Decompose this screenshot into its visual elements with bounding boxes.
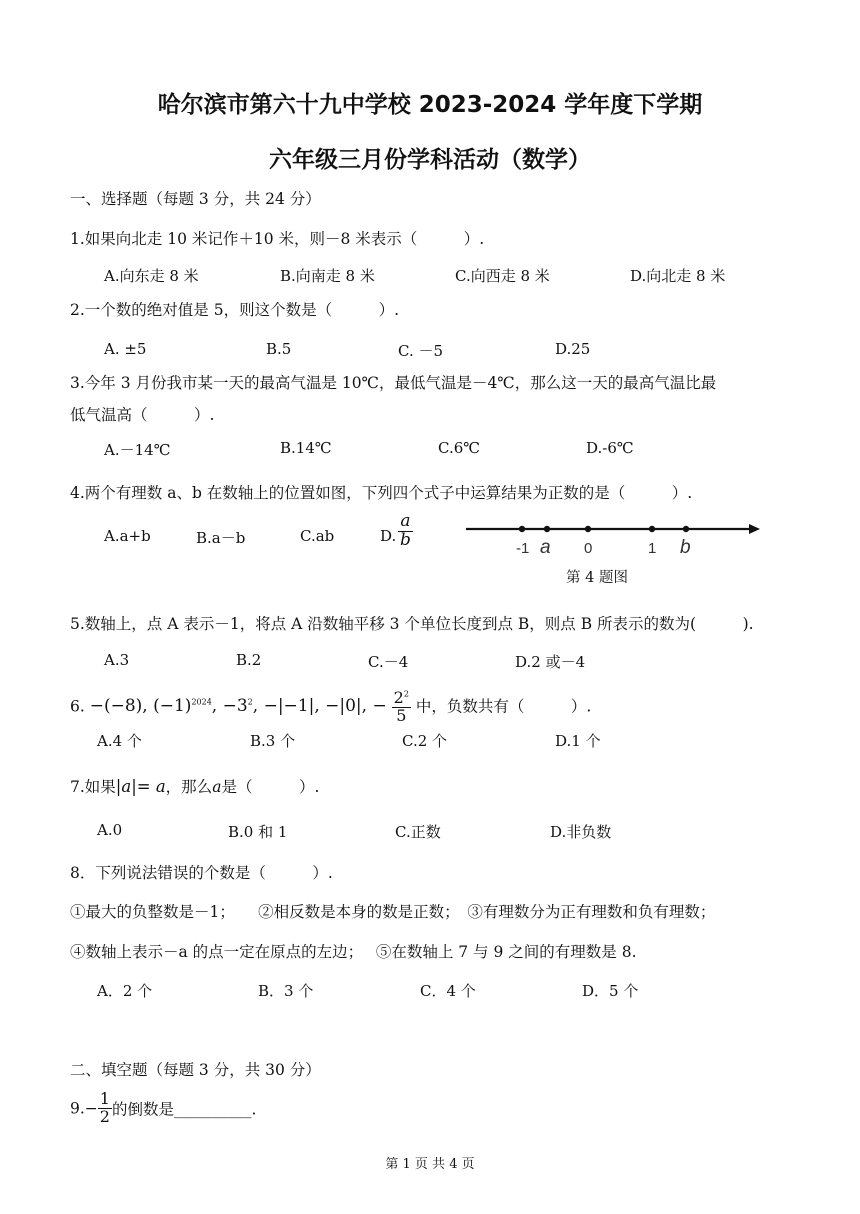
- question-6-option-b: B.3 个: [250, 732, 296, 750]
- question-6-stem: [70, 690, 591, 725]
- exponent-2024: 2024: [191, 697, 212, 707]
- question-1-option-a: A.向东走 8 米: [104, 267, 199, 285]
- question-8-option-c: C．4 个: [420, 982, 476, 1000]
- question-4-stem: 4.两个有理数 a、b 在数轴上的位置如图，下列四个式子中运算结果为正数的是（ ）.: [70, 484, 693, 502]
- question-6-number: 6.: [70, 697, 85, 716]
- question-3-stem-line2: 低气温高（ ）.: [70, 406, 215, 424]
- question-6-expression: [90, 696, 387, 716]
- number-line-point-b: [683, 526, 689, 532]
- page-footer: 第 1 页 共 4 页: [385, 1157, 475, 1172]
- question-7-post: 是（ ）.: [221, 778, 320, 796]
- question-2-option-b: B.5: [266, 340, 292, 358]
- question-3-option-b: B.14℃: [280, 439, 332, 457]
- question-5-option-c: C.－4: [368, 653, 409, 671]
- question-4-option-d: D.: [380, 527, 397, 545]
- question-2-option-a: A. ±5: [104, 340, 147, 358]
- expr-part-3: , −|−1|, −|0|, −: [252, 696, 387, 717]
- question-6-suffix: 中，负数共有（ ）.: [415, 697, 592, 716]
- number-line-label-neg1: -1: [516, 540, 530, 557]
- number-line-label-0: 0: [584, 540, 593, 557]
- fraction-denominator: b: [400, 529, 411, 550]
- question-4-option-a: A.a+b: [104, 527, 151, 545]
- figure-caption: 第 4 题图: [566, 570, 628, 586]
- number-line-point-0: [585, 526, 591, 532]
- question-7-stem: [70, 775, 319, 797]
- question-3-option-d: D.-6℃: [586, 439, 634, 457]
- question-8-option-b: B．3 个: [258, 982, 314, 1000]
- question-3-stem-line1: 3.今年 3 月份我市某一天的最高气温是 10℃，最低气温是－4℃，那么这一天的最高气温比最: [70, 374, 717, 392]
- question-3-option-a: A.－14℃: [104, 441, 171, 459]
- question-1-option-b: B.向南走 8 米: [280, 267, 375, 285]
- question-2-option-d: D.25: [555, 340, 591, 358]
- number-line-figure: [460, 514, 765, 558]
- question-7-mid: ，那么: [165, 778, 213, 796]
- number-line-label-a: a: [540, 537, 551, 558]
- question-7-math: |a|= a: [115, 777, 166, 796]
- number-line-point-neg1: [519, 526, 525, 532]
- question-7-option-a: A.0: [97, 821, 123, 839]
- fraction-denominator: 5: [396, 705, 407, 725]
- section-heading-choice: 一、选择题（每题 3 分，共 24 分）: [70, 190, 321, 208]
- expr-part-2: , −3: [211, 696, 248, 717]
- number-line-label-b: b: [680, 537, 691, 558]
- question-9-prefix: 9.−: [70, 1099, 98, 1118]
- question-9-stem: [70, 1091, 256, 1126]
- question-4-option-d-fraction: [398, 513, 413, 550]
- question-1-option-c: C.向西走 8 米: [455, 267, 550, 285]
- question-2-option-c: C. －5: [398, 342, 444, 360]
- number-line-label-1: 1: [648, 540, 657, 557]
- page-title: 哈尔滨市第六十九中学校 2023-2024 学年度下学期: [157, 92, 703, 118]
- question-7-var: a: [212, 778, 222, 796]
- question-7-option-b: B.0 和 1: [228, 823, 288, 841]
- page-subtitle: 六年级三月份学科活动（数学）: [269, 147, 591, 173]
- question-6-fraction: [392, 690, 411, 725]
- question-1-stem: 1.如果向北走 10 米记作＋10 米，则－8 米表示（ ）.: [70, 230, 485, 248]
- question-8-statements-line1: ①最大的负整数是－1； ②相反数是本身的数是正数； ③有理数分为正有理数和负有理数；: [70, 903, 716, 921]
- expr-part-1: −(−8), (−1): [89, 696, 192, 717]
- question-7-option-c: C.正数: [395, 823, 441, 841]
- question-4-option-c: C.ab: [300, 527, 335, 545]
- question-3-option-c: C.6℃: [438, 439, 481, 457]
- fraction-exponent: 2: [403, 689, 409, 699]
- question-5-stem: 5.数轴上，点 A 表示－1，将点 A 沿数轴平移 3 个单位长度到点 B，则点 B 所表示的数为( ).: [70, 615, 754, 633]
- exponent-2: 2: [247, 697, 253, 707]
- number-line-point-1: [649, 526, 655, 532]
- question-8-statements-line2: ④数轴上表示－a 的点一定在原点的左边； ⑤在数轴上 7 与 9 之间的有理数是 8.: [70, 943, 637, 961]
- question-5-option-a: A.3: [104, 651, 130, 669]
- question-9-suffix: 的倒数是__________.: [111, 1100, 257, 1119]
- question-6-option-c: C.2 个: [402, 732, 448, 750]
- question-4-option-b: B.a－b: [196, 529, 246, 547]
- question-5-option-d: D.2 或－4: [515, 653, 586, 671]
- question-9-fraction: [98, 1091, 112, 1126]
- section-heading-fill: 二、填空题（每题 3 分，共 30 分）: [70, 1061, 321, 1079]
- number-line-arrow: [749, 524, 760, 534]
- fraction-numerator: 1: [99, 1089, 110, 1108]
- question-2-stem: 2.一个数的绝对值是 5，则这个数是（ ）.: [70, 301, 400, 319]
- question-6-option-d: D.1 个: [555, 732, 601, 750]
- number-line-point-a: [544, 526, 550, 532]
- fraction-numerator: 2: [393, 688, 404, 707]
- fraction-numerator: a: [398, 513, 413, 532]
- question-7-option-d: D.非负数: [550, 823, 612, 841]
- fraction-denominator: 2: [99, 1106, 110, 1126]
- question-8-option-d: D．5 个: [582, 982, 639, 1000]
- question-8-stem: 8．下列说法错误的个数是（ ）.: [70, 864, 333, 882]
- question-7-pre: 7.如果: [70, 778, 116, 796]
- question-8-option-a: A．2 个: [97, 982, 153, 1000]
- question-5-option-b: B.2: [236, 651, 262, 669]
- question-6-option-a: A.4 个: [97, 732, 142, 750]
- question-1-option-d: D.向北走 8 米: [630, 267, 726, 285]
